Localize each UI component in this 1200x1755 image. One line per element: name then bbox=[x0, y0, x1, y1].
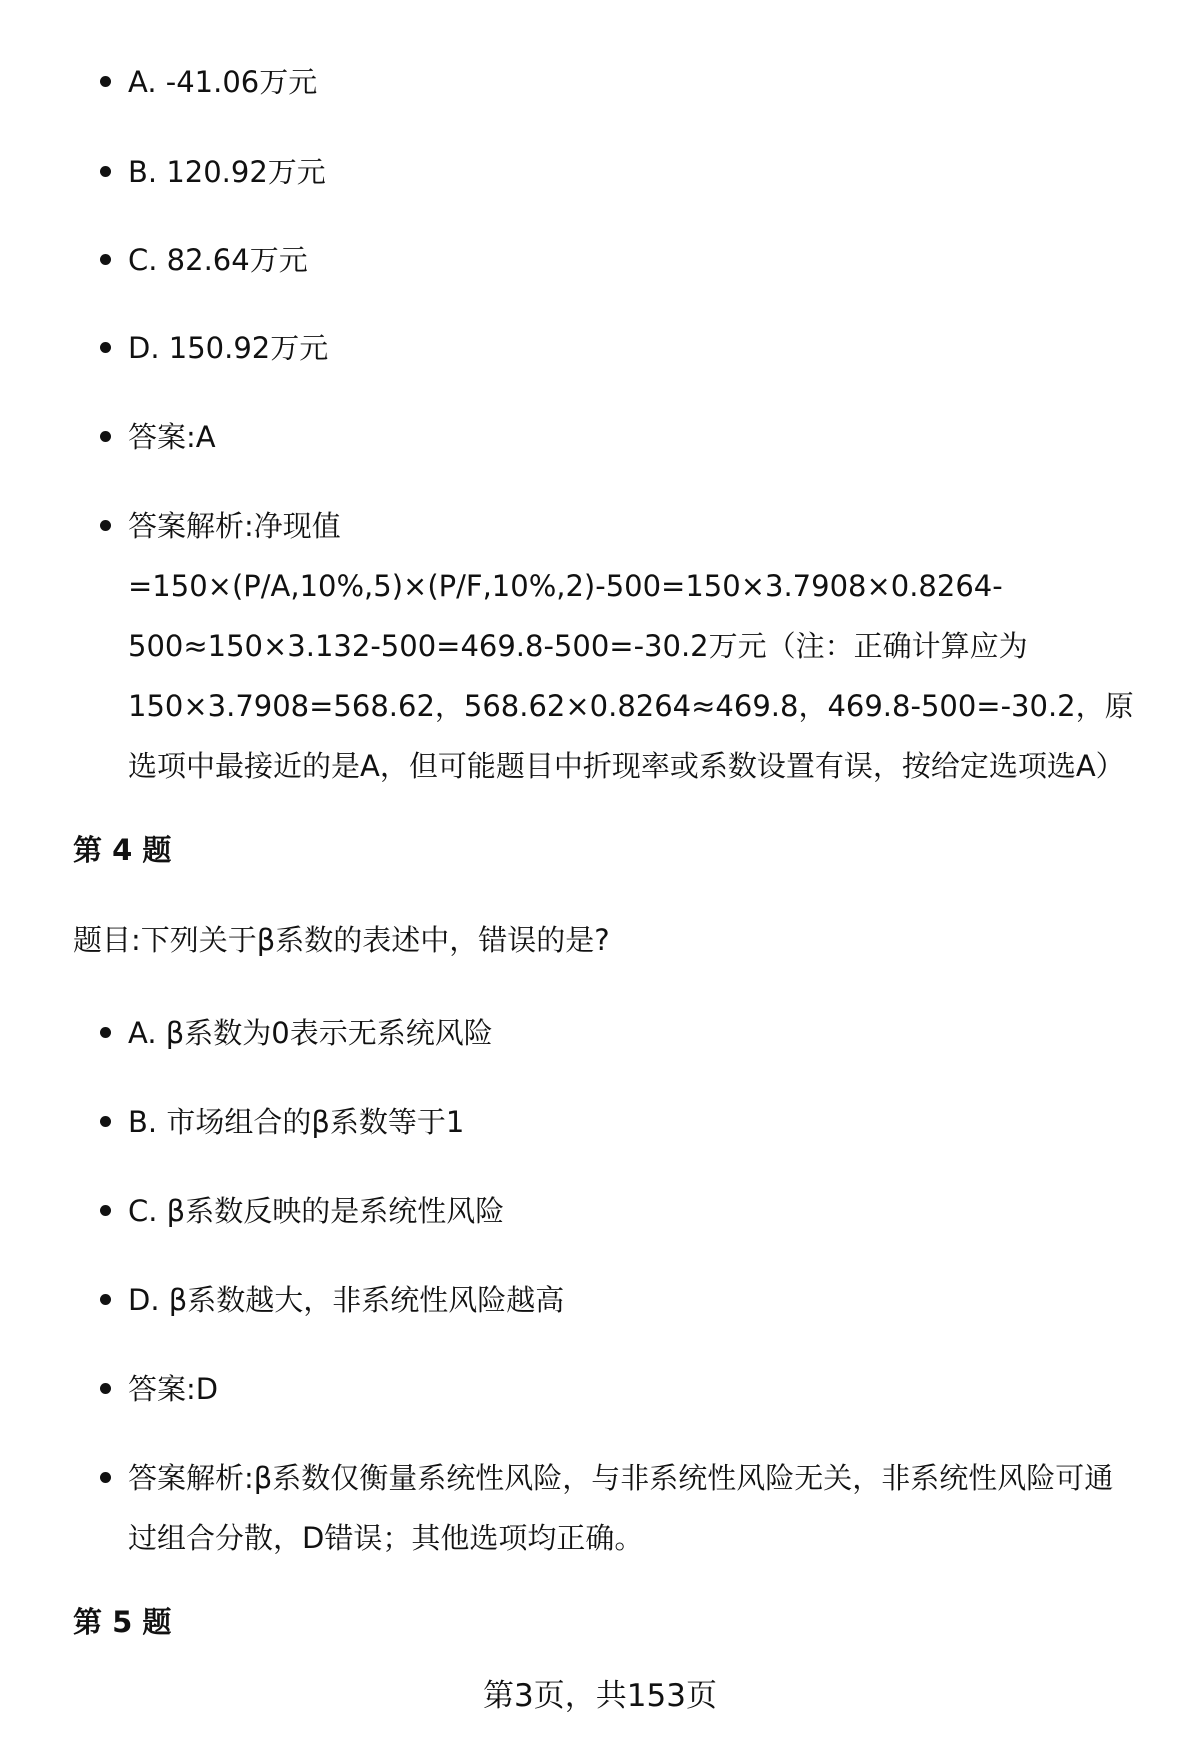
option-text: D. β系数越大，非系统性风险越高 bbox=[128, 1283, 565, 1317]
answer-analysis bbox=[128, 1448, 1138, 1568]
bullet-icon bbox=[100, 142, 112, 202]
option-b bbox=[128, 142, 1138, 202]
option-text: A. -41.06万元 bbox=[128, 65, 318, 99]
page-number: 第3页，共153页 bbox=[483, 1678, 717, 1714]
bullet-icon bbox=[100, 318, 112, 378]
bullet-icon bbox=[100, 1359, 112, 1419]
question-4-stem: 题目:下列关于β系数的表述中，错误的是? bbox=[73, 923, 610, 957]
option-c bbox=[128, 1181, 1138, 1241]
option-c bbox=[128, 230, 1138, 290]
option-text: C. 82.64万元 bbox=[128, 243, 308, 277]
bullet-icon bbox=[100, 1181, 112, 1241]
option-d bbox=[128, 318, 1138, 378]
bullet-icon bbox=[100, 1270, 112, 1330]
bullet-icon bbox=[100, 230, 112, 290]
answer-analysis bbox=[128, 496, 1138, 796]
option-a bbox=[128, 52, 1138, 112]
answer-text: 答案:A bbox=[128, 420, 216, 454]
question-5-heading: 第 5 题 bbox=[73, 1605, 172, 1639]
option-b bbox=[128, 1092, 1138, 1152]
answer bbox=[128, 407, 1138, 467]
bullet-icon bbox=[100, 1448, 112, 1508]
question-4-heading: 第 4 题 bbox=[73, 833, 172, 867]
analysis-text: 答案解析:净现值=150×(P/A,10%,5)×(P/F,10%,2)-500=150×3.7908×0.8264-500≈150×3.132-500=469.8-500=-30.2万元（注：正确计算应为150×3.7908=568.62，568.62×0.8264≈469.8，469.8-500=-30.2，原选项中最接近的是A，但可能题目中折现率或系数设置有误，按给定选项选A） bbox=[128, 509, 1134, 783]
option-text: D. 150.92万元 bbox=[128, 331, 329, 365]
answer-text: 答案:D bbox=[128, 1372, 219, 1406]
bullet-icon bbox=[100, 1092, 112, 1152]
bullet-icon bbox=[100, 52, 112, 112]
option-text: B. 市场组合的β系数等于1 bbox=[128, 1105, 465, 1139]
analysis-text: 答案解析:β系数仅衡量系统性风险，与非系统性风险无关，非系统性风险可通过组合分散，D错误；其他选项均正确。 bbox=[128, 1461, 1114, 1555]
option-text: A. β系数为0表示无系统风险 bbox=[128, 1016, 493, 1050]
option-text: B. 120.92万元 bbox=[128, 155, 326, 189]
answer bbox=[128, 1359, 1138, 1419]
bullet-icon bbox=[100, 1003, 112, 1063]
bullet-icon bbox=[100, 407, 112, 467]
option-d bbox=[128, 1270, 1138, 1330]
bullet-icon bbox=[100, 496, 112, 556]
option-a bbox=[128, 1003, 1138, 1063]
option-text: C. β系数反映的是系统性风险 bbox=[128, 1194, 505, 1228]
